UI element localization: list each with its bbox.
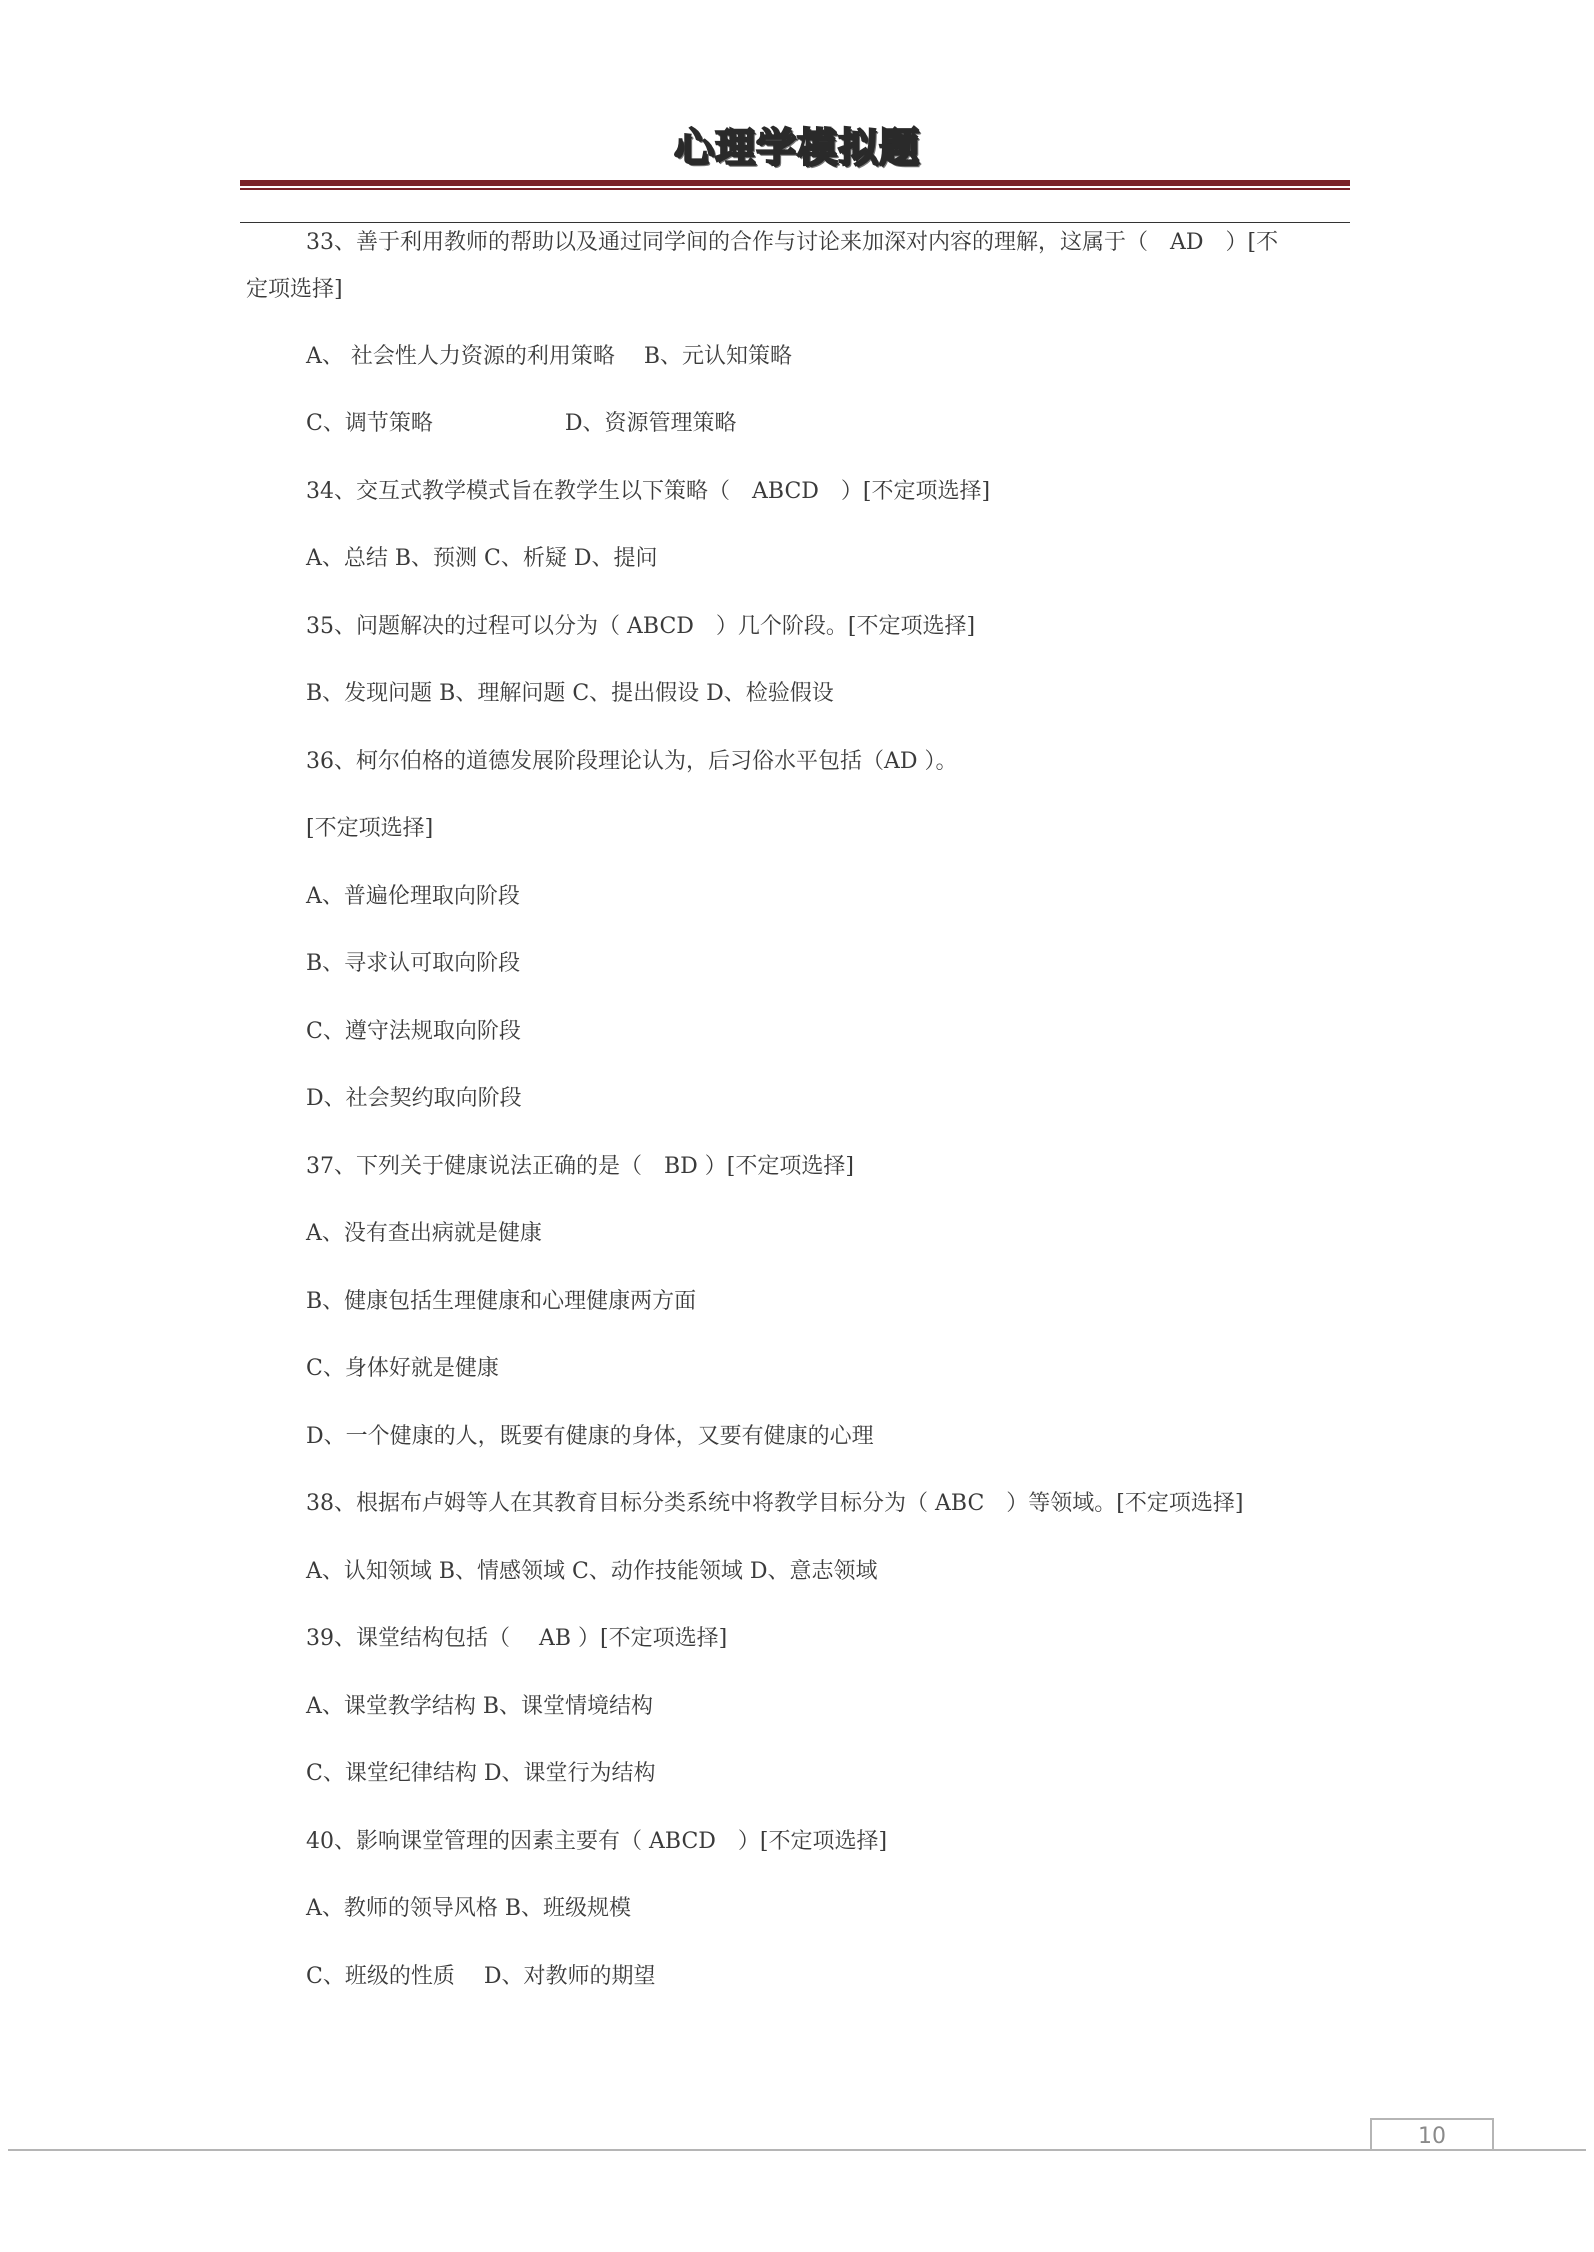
question-36-option-b: B、寻求认可取向阶段 — [306, 951, 521, 976]
question-36-stem: 36、柯尔伯格的道德发展阶段理论认为，后习俗水平包括（AD ）。 — [306, 749, 958, 774]
question-37-stem: 37、下列关于健康说法正确的是（ BD ）[不定项选择] — [306, 1154, 854, 1179]
question-33-stem: 33、善于利用教师的帮助以及通过同学间的合作与讨论来加深对内容的理解，这属于（ AD ）[不 — [306, 230, 1279, 255]
question-40-options-ab: A、教师的领导风格 B、班级规模 — [306, 1896, 632, 1921]
header-divider — [240, 222, 1350, 223]
question-37-option-d: D、一个健康的人，既要有健康的身体，又要有健康的心理 — [306, 1424, 874, 1449]
question-40-stem: 40、影响课堂管理的因素主要有（ ABCD ）[不定项选择] — [306, 1829, 888, 1854]
question-38-stem: 38、根据布卢姆等人在其教育目标分类系统中将教学目标分为（ ABC ）等领域。[不定项选择] — [306, 1491, 1244, 1516]
question-35-options: B、发现问题 B、理解问题 C、提出假设 D、检验假设 — [306, 681, 834, 706]
question-36-option-a: A、普遍伦理取向阶段 — [306, 884, 520, 909]
question-33-options-cd: C、调节策略 D、资源管理策略 — [306, 411, 737, 436]
question-34-stem: 34、交互式教学模式旨在教学生以下策略（ ABCD ）[不定项选择] — [306, 479, 991, 504]
question-39-options-ab: A、课堂教学结构 B、课堂情境结构 — [306, 1694, 654, 1719]
question-40-options-cd: C、班级的性质 D、对教师的期望 — [306, 1964, 656, 1989]
page-number: 10 — [1418, 2124, 1446, 2149]
footer-rule — [8, 2149, 1586, 2151]
question-33-options-ab: A、 社会性人力资源的利用策略 B、元认知策略 — [306, 344, 793, 369]
question-34-options: A、总结 B、预测 C、析疑 D、提问 — [306, 546, 658, 571]
question-36-option-d: D、社会契约取向阶段 — [306, 1086, 522, 1111]
page-header-title: 心理学模拟题 — [674, 125, 920, 171]
question-39-options-cd: C、课堂纪律结构 D、课堂行为结构 — [306, 1761, 656, 1786]
header-rule-secondary — [240, 188, 1350, 190]
question-39-stem: 39、课堂结构包括（ AB ）[不定项选择] — [306, 1626, 728, 1651]
question-35-stem: 35、问题解决的过程可以分为（ ABCD ）几个阶段。[不定项选择] — [306, 614, 976, 639]
question-36-option-c: C、遵守法规取向阶段 — [306, 1019, 521, 1044]
question-37-option-a: A、没有查出病就是健康 — [306, 1221, 542, 1246]
question-38-options: A、认知领域 B、情感领域 C、动作技能领域 D、意志领域 — [306, 1559, 878, 1584]
question-33-stem-cont: 定项选择] — [246, 277, 343, 302]
question-37-option-b: B、健康包括生理健康和心理健康两方面 — [306, 1289, 697, 1314]
header-rule — [240, 180, 1350, 186]
question-37-option-c: C、身体好就是健康 — [306, 1356, 499, 1381]
question-36-type: [不定项选择] — [306, 816, 434, 841]
